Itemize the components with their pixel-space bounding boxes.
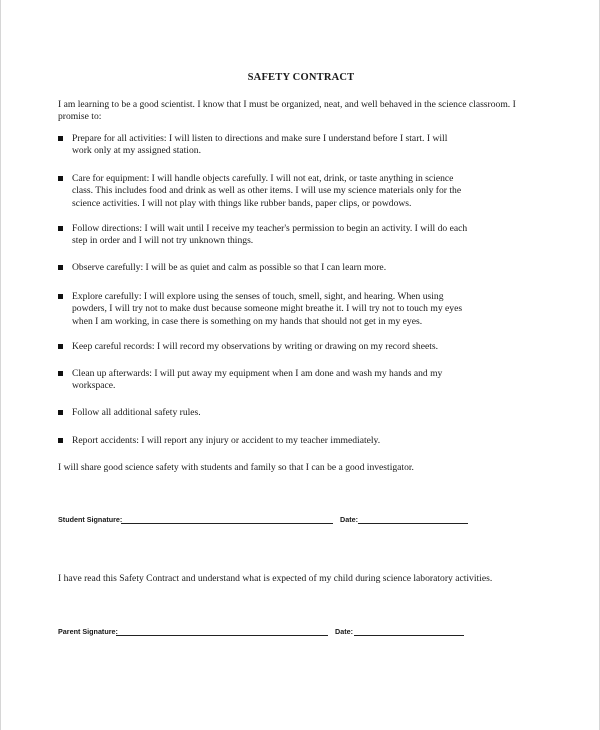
parent-date-field[interactable]	[354, 635, 464, 636]
parent-statement: I have read this Safety Contract and understand what is expected of my child during science laboratory activities.	[58, 573, 493, 584]
rule-text-line: Follow directions: I will wait until I receive my teacher's permission to begin an activity. I will do each	[72, 223, 468, 234]
bullet-square-icon	[58, 371, 63, 376]
rule-text-line: Clean up afterwards: I will put away my equipment when I am done and wash my hands and my	[72, 368, 443, 379]
student-signature-field[interactable]	[121, 523, 333, 524]
bullet-square-icon	[58, 226, 63, 231]
rule-text-line: Prepare for all activities: I will listen to directions and make sure I understand before I start. I will	[72, 133, 448, 144]
bullet-square-icon	[58, 136, 63, 141]
rule-text-line: step in order and I will not try unknown things.	[72, 235, 254, 247]
student-date-label: Date:	[340, 515, 358, 524]
rule-text-line: Report accidents: I will report any injury or accident to my teacher immediately.	[72, 435, 381, 446]
closing-paragraph: I will share good science safety with students and family so that I can be a good investigator.	[58, 462, 414, 473]
student-signature-label: Student Signature:	[58, 515, 123, 524]
parent-signature-label: Parent Signature:	[58, 627, 118, 636]
rule-text-line: class. This includes food and drink as well as other items. I will use my science materials only for the	[72, 185, 462, 197]
intro-paragraph: I am learning to be a good scientist. I know that I must be organized, neat, and well behaved in the science classroom. I promise to:	[58, 99, 516, 123]
rule-text-line: Observe carefully: I will be as quiet and calm as possible so that I can learn more.	[72, 262, 387, 273]
rule-text-line: when I am working, in case there is something on my hands that should not get in my eyes.	[72, 315, 423, 327]
bullet-square-icon	[58, 294, 63, 299]
parent-date-label: Date:	[335, 627, 353, 636]
rule-text-line: Care for equipment: I will handle objects carefully. I will not eat, drink, or taste anything in science	[72, 173, 454, 184]
bullet-square-icon	[58, 176, 63, 181]
rule-text-line: powders, I will try not to make dust because someone might breathe it. I will try not to touch my eyes	[72, 303, 463, 315]
student-signature-row	[58, 515, 478, 529]
bullet-square-icon	[58, 265, 63, 270]
document-title: SAFETY CONTRACT	[247, 72, 355, 83]
rule-text-line: Explore carefully: I will explore using the senses of touch, smell, sight, and hearing. When using	[72, 291, 444, 302]
bullet-square-icon	[58, 438, 63, 443]
parent-signature-row	[58, 627, 478, 641]
rule-text-line: Keep careful records: I will record my observations by writing or drawing on my record sheets.	[72, 341, 439, 352]
rule-text-line: Follow all additional safety rules.	[72, 407, 201, 418]
student-date-field[interactable]	[358, 523, 468, 524]
bullet-square-icon	[58, 410, 63, 415]
bullet-square-icon	[58, 344, 63, 349]
parent-signature-field[interactable]	[116, 635, 328, 636]
rule-text-line: work only at my assigned station.	[72, 145, 201, 157]
rule-text-line: science activities. I will not play with things like rubber bands, paper clips, or powdows.	[72, 197, 412, 209]
rule-text-line: workspace.	[72, 380, 116, 392]
